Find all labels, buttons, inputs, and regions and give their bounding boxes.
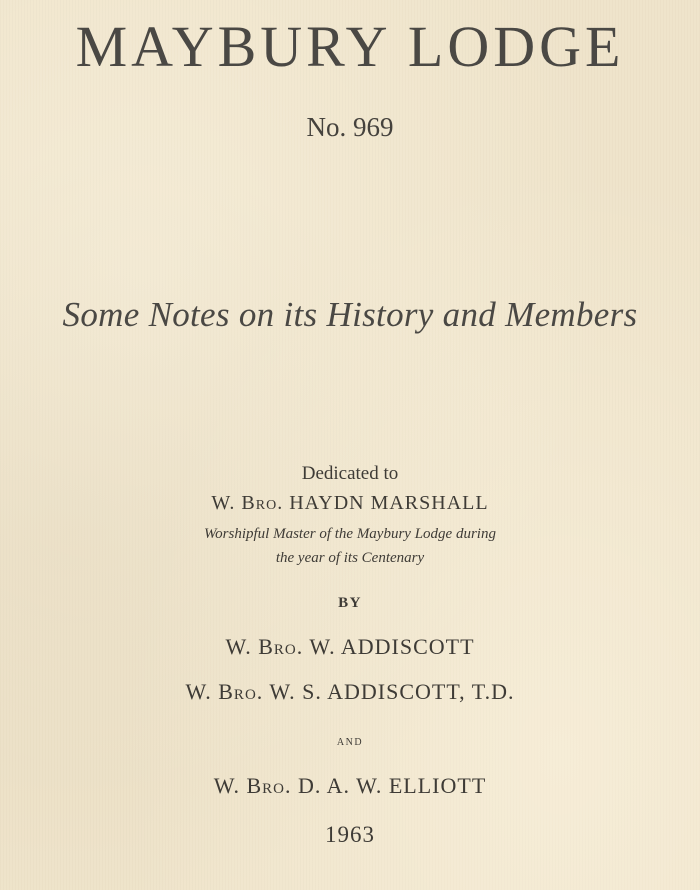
dedicatee-role-line-1: Worshipful Master of the Maybury Lodge during bbox=[204, 526, 496, 542]
author-2: W. Bro. W. S. ADDISCOTT, T.D. bbox=[185, 679, 515, 704]
dedicatee-name: W. Bro. HAYDN MARSHALL bbox=[211, 492, 489, 514]
book-title: MAYBURY LODGE bbox=[75, 14, 625, 79]
publication-year: 1963 bbox=[325, 822, 375, 847]
lodge-number: No. 969 bbox=[306, 112, 394, 142]
author-3: W. Bro. D. A. W. ELLIOTT bbox=[213, 773, 487, 798]
dedicatee-role-line-2: the year of its Centenary bbox=[275, 550, 425, 566]
book-subtitle: Some Notes on its History and Members bbox=[62, 295, 638, 334]
author-1: W. Bro. W. ADDISCOTT bbox=[225, 634, 475, 659]
dedication-intro: Dedicated to bbox=[301, 463, 399, 484]
and-label: and bbox=[336, 734, 364, 749]
by-label: BY bbox=[338, 595, 362, 611]
